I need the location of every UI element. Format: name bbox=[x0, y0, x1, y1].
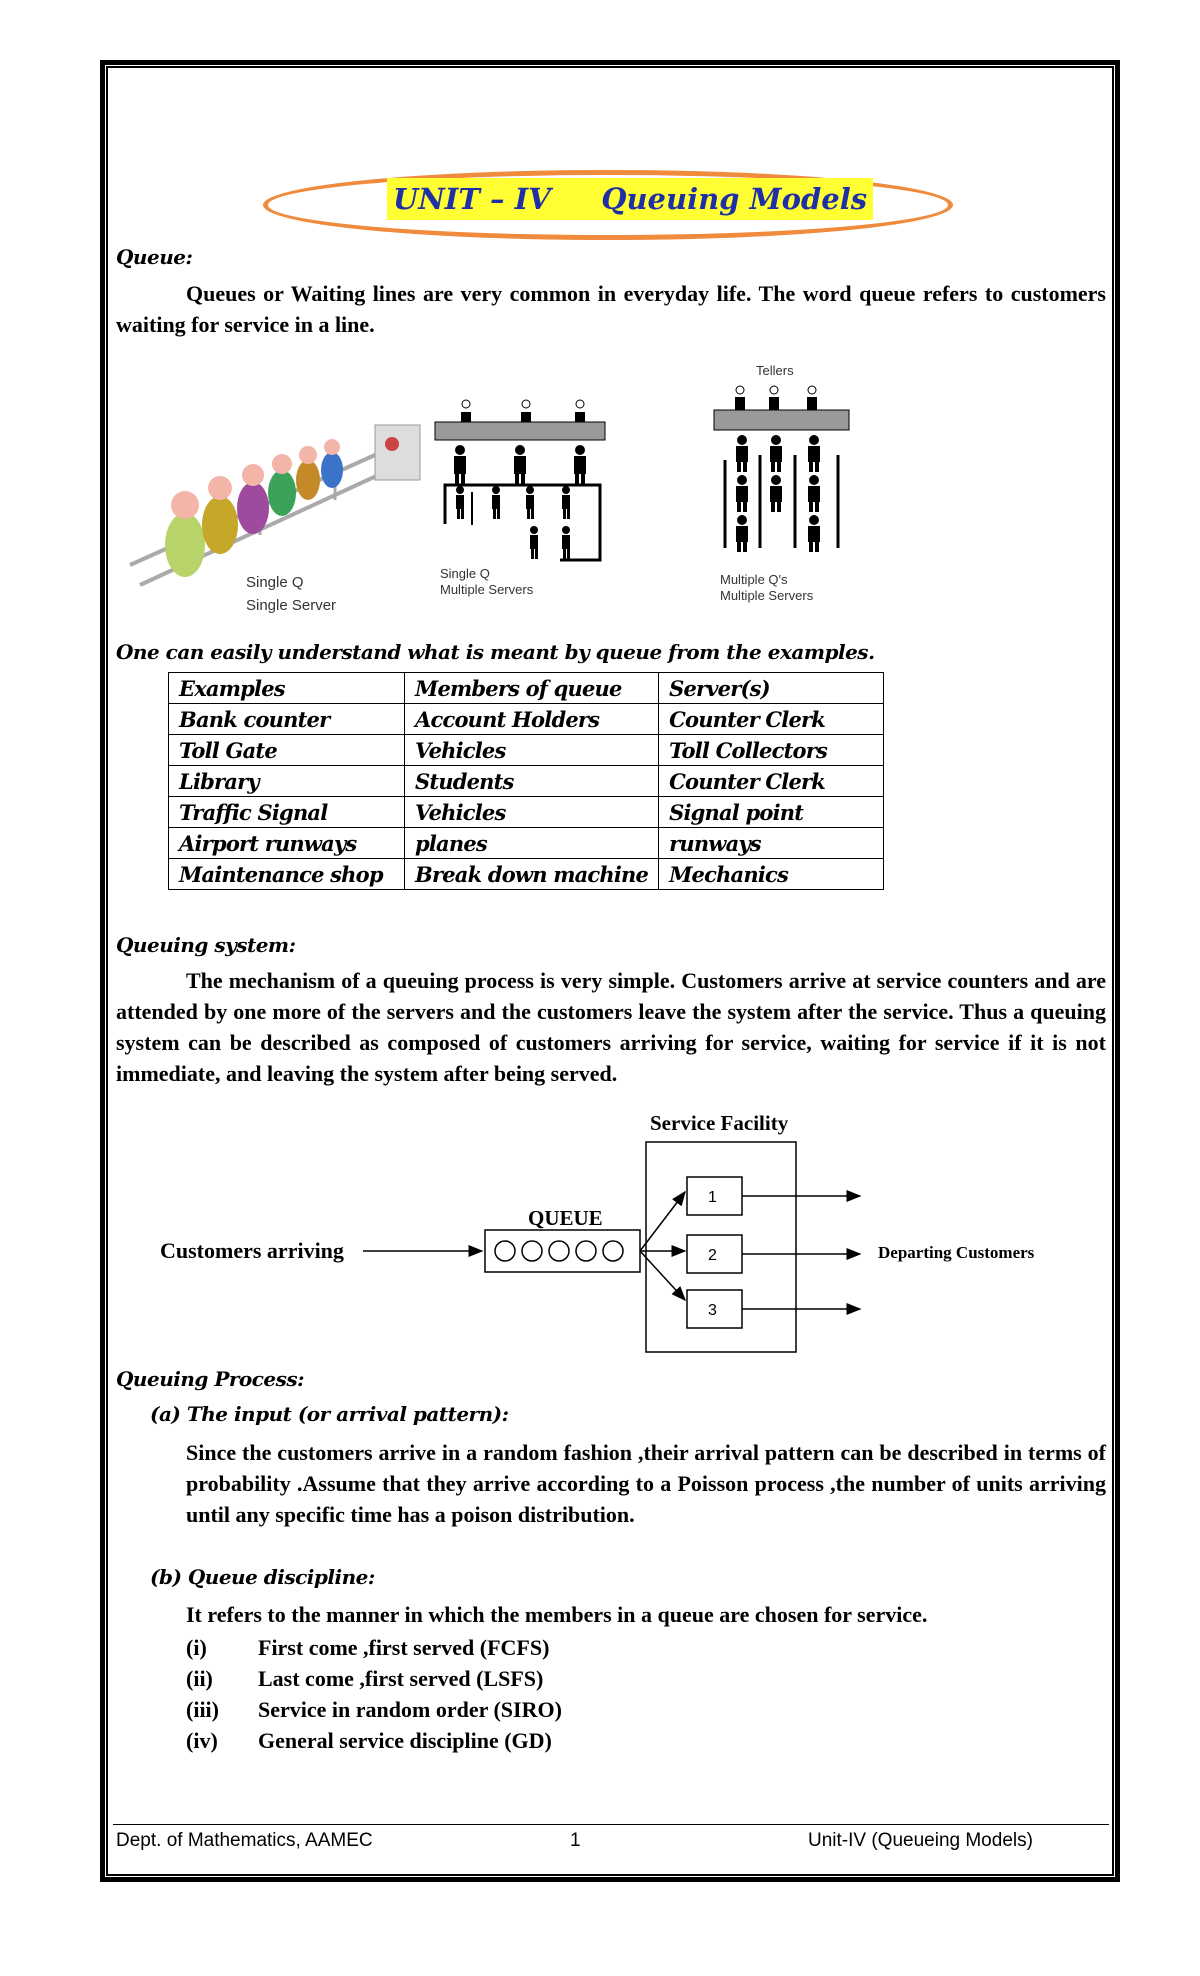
footer-unit: Unit-IV (Queueing Models) bbox=[808, 1830, 1033, 1851]
list-item-number: (i) bbox=[186, 1635, 207, 1660]
table-cell: Library bbox=[169, 766, 405, 797]
server-label-2: 2 bbox=[708, 1247, 717, 1264]
queuing-system-paragraph: The mechanism of a queuing process is very simple. Customers arrive at service counters and are attended by one more of the servers and the customers leave the system after the service. Thus a queuing system can be described as composed of customers arriving for service, waiting for service if it is not immediate, and leaving the system after being served. bbox=[116, 968, 1106, 1086]
examples-table bbox=[168, 672, 884, 890]
title-topic: Queuing Models bbox=[601, 182, 868, 216]
table-cell: Vehicles bbox=[405, 797, 659, 828]
table-cell: Toll Gate bbox=[169, 735, 405, 766]
list-item-text: Service in random order (SIRO) bbox=[258, 1697, 562, 1722]
queue-type-figures bbox=[120, 360, 880, 620]
fig3-label-line2: Multiple Servers bbox=[720, 588, 814, 603]
discipline-intro: It refers to the manner in which the members in a queue are chosen for service. bbox=[186, 1602, 928, 1627]
title-unit: UNIT – IV bbox=[393, 182, 551, 216]
table-header-cell: Server(s) bbox=[659, 673, 884, 704]
figure-single-queue-multiple-servers bbox=[435, 400, 605, 597]
queue-customers bbox=[495, 1241, 623, 1261]
service-facility-label: Service Facility bbox=[650, 1111, 789, 1135]
queuing-system-heading: Queuing system: bbox=[116, 933, 296, 957]
queuing-process-heading: Queuing Process: bbox=[116, 1367, 305, 1391]
list-item-number: (iii) bbox=[186, 1697, 219, 1722]
table-cell: Signal point bbox=[659, 797, 884, 828]
table-cell: Toll Collectors bbox=[659, 735, 884, 766]
table-cell: Students bbox=[405, 766, 659, 797]
list-item-text: First come ,first served (FCFS) bbox=[258, 1635, 550, 1660]
queuing-system-diagram bbox=[160, 1100, 1080, 1360]
queue-paragraph: Queues or Waiting lines are very common in everyday life. The word queue refers to customers waiting for service in a line. bbox=[116, 281, 1106, 337]
table-row bbox=[169, 797, 884, 828]
table-cell: Airport runways bbox=[169, 828, 405, 859]
table-cell: Account Holders bbox=[405, 704, 659, 735]
table-row bbox=[169, 704, 884, 735]
table-cell: Vehicles bbox=[405, 735, 659, 766]
table-cell: Break down machine bbox=[405, 859, 659, 890]
table-cell: runways bbox=[659, 828, 884, 859]
list-item bbox=[186, 1697, 562, 1723]
table-row bbox=[169, 766, 884, 797]
footer-page-number: 1 bbox=[570, 1830, 581, 1851]
table-cell: Maintenance shop bbox=[169, 859, 405, 890]
queue-label: QUEUE bbox=[528, 1206, 603, 1230]
examples-intro: One can easily understand what is meant by queue from the examples. bbox=[116, 640, 875, 664]
list-item-number: (ii) bbox=[186, 1666, 213, 1691]
queue-box bbox=[485, 1230, 640, 1272]
figure-single-queue-single-server bbox=[130, 425, 420, 614]
table-header-cell: Members of queue bbox=[405, 673, 659, 704]
fig1-label-line2: Single Server bbox=[246, 597, 337, 614]
fig2-label-line2: Multiple Servers bbox=[440, 582, 534, 597]
table-header-row bbox=[169, 673, 884, 704]
fig2-label-line1: Single Q bbox=[440, 566, 490, 581]
customers-arriving-label: Customers arriving bbox=[160, 1238, 344, 1263]
figure-multiple-queues-multiple-servers bbox=[714, 363, 849, 603]
queue-heading: Queue: bbox=[116, 245, 193, 269]
footer-department: Dept. of Mathematics, AAMEC bbox=[116, 1830, 373, 1851]
fig1-label-line1: Single Q bbox=[246, 574, 304, 591]
table-cell: Bank counter bbox=[169, 704, 405, 735]
table-row bbox=[169, 859, 884, 890]
table-row bbox=[169, 828, 884, 859]
departing-customers-label: Departing Customers bbox=[878, 1243, 1035, 1262]
list-item-text: Last come ,first served (LSFS) bbox=[258, 1666, 544, 1691]
footer-rule bbox=[113, 1824, 1109, 1825]
table-cell: planes bbox=[405, 828, 659, 859]
table-cell: Counter Clerk bbox=[659, 704, 884, 735]
list-item bbox=[186, 1728, 552, 1754]
table-header-cell: Examples bbox=[169, 673, 405, 704]
input-paragraph: Since the customers arrive in a random fashion ,their arrival pattern can be described in terms of probability .Assume that they arrive according to a Poisson process ,the number of units arriving until any specific time has a poison distribution. bbox=[186, 1440, 1106, 1527]
discipline-heading: (b) Queue discipline: bbox=[150, 1565, 375, 1589]
server-label-1: 1 bbox=[708, 1189, 717, 1206]
list-item bbox=[186, 1635, 549, 1661]
list-item-text: General service discipline (GD) bbox=[258, 1728, 552, 1753]
input-heading: (a) The input (or arrival pattern): bbox=[150, 1402, 509, 1426]
table-cell: Counter Clerk bbox=[659, 766, 884, 797]
table-cell: Traffic Signal bbox=[169, 797, 405, 828]
server-label-3: 3 bbox=[708, 1302, 717, 1319]
page-title bbox=[387, 178, 873, 220]
list-item bbox=[186, 1666, 543, 1692]
table-cell: Mechanics bbox=[659, 859, 884, 890]
list-item-number: (iv) bbox=[186, 1728, 218, 1753]
fig3-label-tellers: Tellers bbox=[756, 363, 794, 378]
table-row bbox=[169, 735, 884, 766]
fig3-label-line1: Multiple Q's bbox=[720, 572, 788, 587]
